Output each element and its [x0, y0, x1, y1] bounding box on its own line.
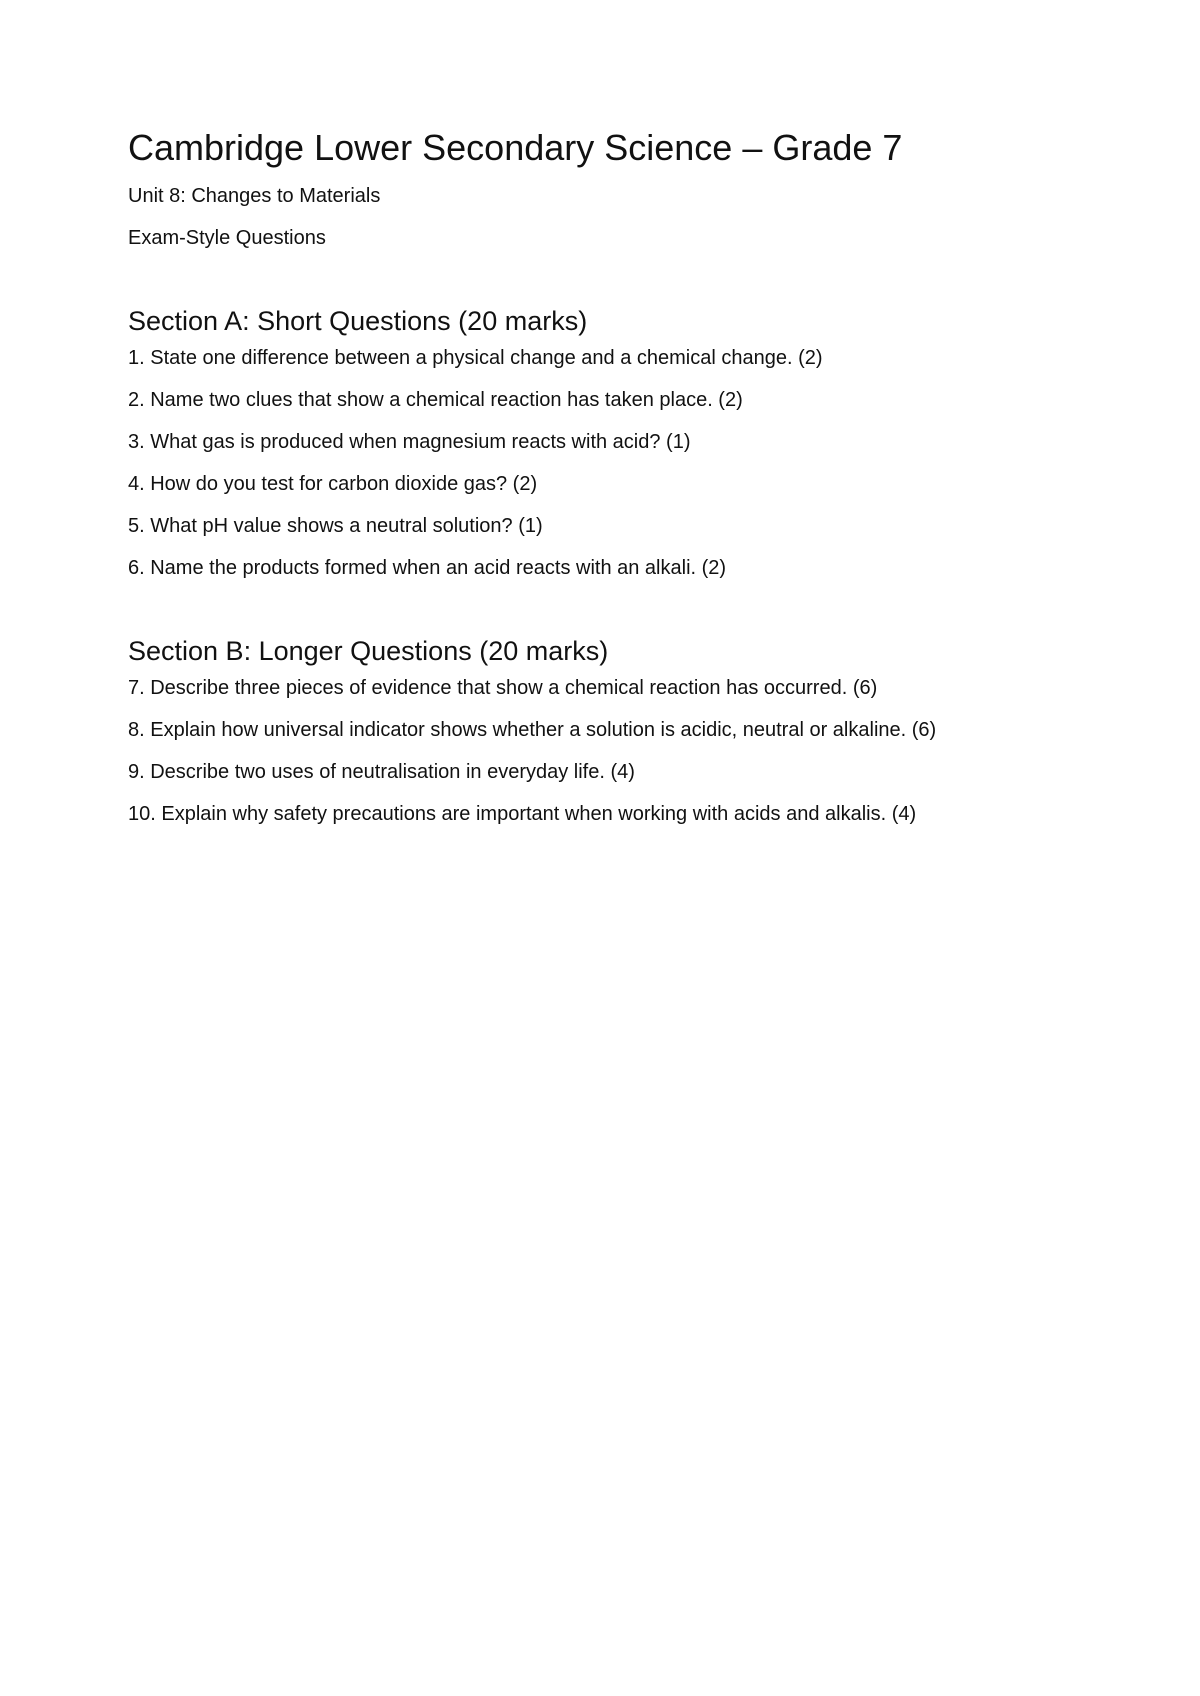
document-page	[128, 126, 1088, 842]
question-10: 10. Explain why safety precautions are important when working with acids and alkalis. (4)	[128, 803, 917, 825]
section-a	[128, 304, 1088, 582]
question-1: 1. State one difference between a physical change and a chemical change. (2)	[128, 347, 823, 369]
section-b-heading: Section B: Longer Questions (20 marks)	[128, 636, 609, 666]
section-a-heading: Section A: Short Questions (20 marks)	[128, 306, 588, 336]
question-2: 2. Name two clues that show a chemical reaction has taken place. (2)	[128, 389, 743, 411]
section-b	[128, 634, 1088, 828]
unit-line: Unit 8: Changes to Materials	[128, 185, 381, 207]
question-9: 9. Describe two uses of neutralisation in everyday life. (4)	[128, 761, 635, 783]
question-7: 7. Describe three pieces of evidence that show a chemical reaction has occurred. (6)	[128, 677, 878, 699]
document-title: Cambridge Lower Secondary Science – Grade 7	[128, 127, 903, 168]
question-3: 3. What gas is produced when magnesium reacts with acid? (1)	[128, 431, 691, 453]
question-4: 4. How do you test for carbon dioxide gas? (2)	[128, 473, 538, 495]
question-5: 5. What pH value shows a neutral solution? (1)	[128, 515, 543, 537]
question-8: 8. Explain how universal indicator shows whether a solution is acidic, neutral or alkaline. (6)	[128, 719, 937, 741]
question-6: 6. Name the products formed when an acid reacts with an alkali. (2)	[128, 557, 727, 579]
document-subtitle: Exam-Style Questions	[128, 227, 326, 249]
